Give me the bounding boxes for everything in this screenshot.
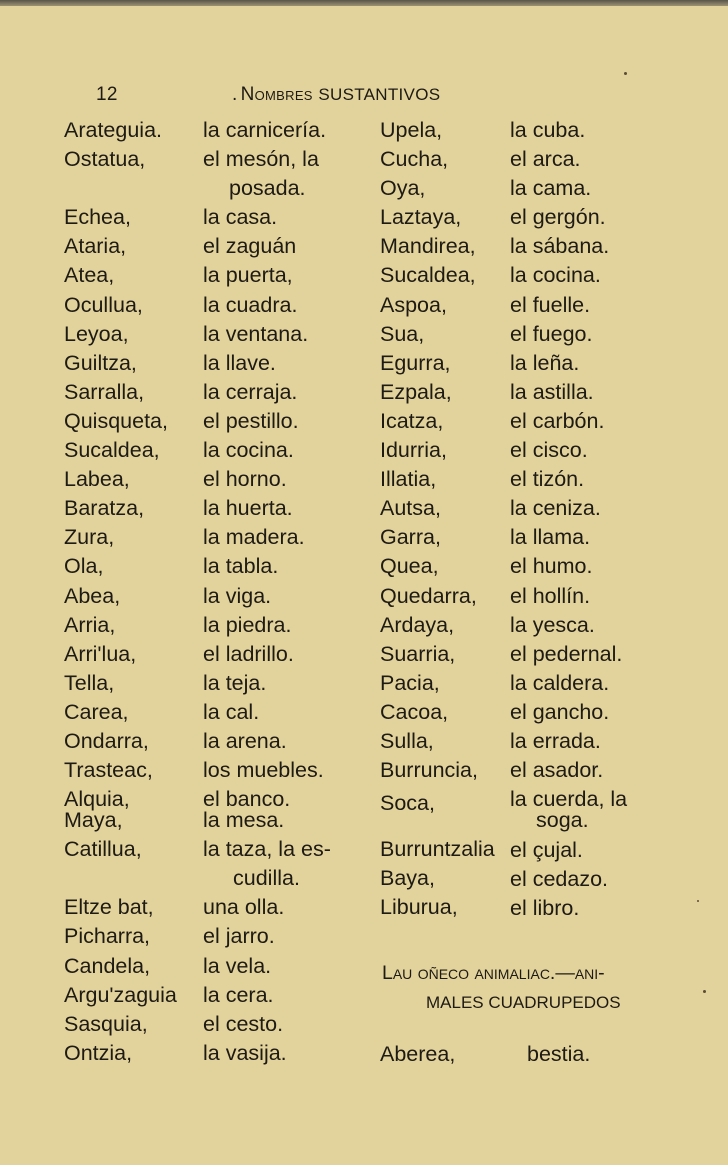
list-item-spacer: [380, 818, 495, 835]
list-item: Icatza,: [380, 408, 444, 433]
running-head-word2: SUSTANTIVOS: [318, 85, 441, 104]
list-item: el humo.: [510, 554, 593, 579]
left-spanish-column: [203, 116, 331, 1068]
list-item: Oya,: [380, 176, 426, 201]
list-item: la cuba.: [510, 118, 586, 142]
list-item-continuation: soga.: [536, 808, 589, 833]
list-item: Maya,: [64, 808, 123, 833]
list-item: Idurria,: [380, 438, 447, 463]
list-item: Alquia,: [64, 787, 130, 812]
list-item: el banco.: [203, 787, 291, 812]
list-item: el pedernal.: [510, 641, 623, 666]
list-item: Ostatua,: [64, 147, 146, 172]
list-item: la cuerda, la: [510, 787, 628, 812]
list-item: Zura,: [64, 525, 115, 550]
list-item: Guiltza,: [64, 350, 137, 375]
list-item: la caldera.: [510, 670, 610, 695]
section-first-spanish: bestia.: [527, 1042, 591, 1066]
list-item: la madera.: [203, 525, 305, 550]
section-heading: [382, 958, 682, 1018]
list-item-spacer: [64, 864, 177, 893]
page-header: [0, 84, 728, 114]
list-item: la mesa.: [203, 808, 285, 833]
list-item: Ardaya,: [380, 612, 455, 637]
list-item: Abea,: [64, 583, 121, 608]
right-spanish-column: [510, 116, 627, 923]
list-item: el cesto.: [203, 1011, 284, 1036]
list-item: Liburua,: [380, 895, 458, 920]
list-item: Baratza,: [64, 496, 145, 521]
list-item: Soca,: [380, 791, 435, 816]
list-item: Ezpala,: [380, 379, 452, 404]
list-item: la cocina.: [510, 263, 601, 288]
list-item: el cisco.: [510, 438, 588, 463]
list-item: Ondarra,: [64, 728, 149, 753]
section-heading-line2: MALES CUADRUPEDOS: [426, 993, 621, 1012]
list-item: la leña.: [510, 350, 580, 375]
list-item: Sua,: [380, 321, 425, 346]
list-item: Garra,: [380, 525, 441, 550]
list-item: la llave.: [203, 350, 276, 375]
list-item: Labea,: [64, 467, 130, 492]
running-head-word1: Nombres: [240, 84, 313, 105]
list-item: Ataria,: [64, 234, 127, 259]
list-item: Quea,: [380, 554, 439, 579]
list-item: el zaguán: [203, 234, 297, 259]
list-item: la viga.: [203, 583, 272, 608]
list-item: el pestillo.: [203, 408, 299, 433]
list-item: Atea,: [64, 263, 115, 288]
section-first-basque: Aberea,: [380, 1042, 456, 1066]
list-item: la puerta,: [203, 263, 293, 288]
list-item: la errada.: [510, 728, 601, 753]
list-item: la arena.: [203, 728, 287, 753]
list-item: el arca.: [510, 147, 581, 172]
list-item: el carbón.: [510, 408, 605, 433]
print-speck: [697, 900, 699, 902]
list-item: el cedazo.: [510, 867, 609, 892]
list-item: Sulla,: [380, 728, 434, 753]
list-item-continuation: posada.: [229, 176, 306, 201]
list-item: Eltze bat,: [64, 895, 154, 920]
list-item: la cuadra.: [203, 292, 298, 317]
section-heading-line1: Lau oñeco animaliac.—ani-: [382, 962, 605, 984]
list-item: la llama.: [510, 525, 591, 550]
running-head-prefix: .: [232, 84, 238, 105]
list-item: los muebles.: [203, 758, 324, 783]
list-item: Cucha,: [380, 147, 449, 172]
list-item: Sucaldea,: [380, 263, 476, 288]
list-item: el libro.: [510, 896, 580, 921]
list-item: Egurra,: [380, 350, 451, 375]
list-item: Catillua,: [64, 837, 142, 862]
list-item: el ladrillo.: [203, 641, 294, 666]
list-item: la vela.: [203, 953, 272, 978]
list-item: la cama.: [510, 176, 592, 201]
list-item: Illatia,: [380, 467, 437, 492]
list-item: la ventana.: [203, 321, 309, 346]
list-item-spacer: [64, 174, 177, 203]
list-item: la taza, la es-: [203, 837, 331, 862]
page-top-edge: [0, 0, 728, 6]
list-item: Arria,: [64, 612, 116, 637]
list-item: Burruncia,: [380, 758, 478, 783]
list-item: el gancho.: [510, 699, 610, 724]
list-item: el fuego.: [510, 321, 593, 346]
list-item: la ceniza.: [510, 496, 601, 521]
list-item: Carea,: [64, 699, 129, 724]
list-item: Ocullua,: [64, 292, 143, 317]
list-item: Laztaya,: [380, 205, 462, 230]
list-item: la teja.: [203, 670, 267, 695]
list-item: la carnicería.: [203, 118, 327, 142]
list-item: la cocina.: [203, 438, 294, 463]
list-item: Quedarra,: [380, 583, 477, 608]
list-item: el hollín.: [510, 583, 591, 608]
list-item: la cera.: [203, 982, 274, 1007]
list-item: Leyoa,: [64, 321, 129, 346]
list-item: el jarro.: [203, 924, 275, 949]
list-item: el çujal.: [510, 838, 583, 863]
list-item: la huerta.: [203, 496, 293, 521]
list-item: una olla.: [203, 895, 285, 920]
list-item: Sarralla,: [64, 379, 145, 404]
list-item: Picharra,: [64, 924, 151, 949]
list-item: la cerraja.: [203, 379, 298, 404]
list-item: Autsa,: [380, 496, 441, 521]
list-item: Argu'zaguia: [64, 982, 177, 1007]
running-head: [232, 84, 440, 106]
list-item: Cacoa,: [380, 699, 449, 724]
list-item: Ontzia,: [64, 1040, 133, 1065]
list-item: Arri'lua,: [64, 641, 137, 666]
list-item: el gergón.: [510, 205, 606, 230]
list-item: Aspoa,: [380, 292, 447, 317]
list-item: Quisqueta,: [64, 408, 168, 433]
list-item: Suarria,: [380, 641, 456, 666]
list-item-continuation: cudilla.: [233, 866, 300, 891]
list-item: el tizón.: [510, 467, 585, 492]
list-item: Upela,: [380, 118, 443, 142]
list-item: Arateguia.: [64, 118, 163, 142]
list-item: Pacia,: [380, 670, 440, 695]
list-item: Baya,: [380, 866, 435, 891]
page-number: 12: [96, 84, 118, 105]
list-item: la casa.: [203, 205, 278, 230]
list-item: Ola,: [64, 554, 104, 579]
list-item: la cal.: [203, 699, 260, 724]
list-item: el fuelle.: [510, 292, 591, 317]
list-item: Mandirea,: [380, 234, 476, 259]
list-item: la piedra.: [203, 612, 292, 637]
list-item: Burruntzalia: [380, 837, 495, 862]
list-item: el mesón, la: [203, 147, 319, 172]
list-item: la astilla.: [510, 379, 594, 404]
print-speck: [703, 990, 706, 993]
list-item: la yesca.: [510, 612, 595, 637]
list-item: Sucaldea,: [64, 438, 160, 463]
right-basque-column: [380, 116, 495, 923]
list-item: Sasquia,: [64, 1011, 148, 1036]
list-item: la sábana.: [510, 234, 610, 259]
print-speck: [624, 72, 627, 75]
left-basque-column: [64, 116, 177, 1068]
list-item: Candela,: [64, 953, 151, 978]
list-item: el asador.: [510, 758, 604, 783]
list-item: la vasija.: [203, 1040, 287, 1065]
list-item: Tella,: [64, 670, 115, 695]
list-item: la tabla.: [203, 554, 279, 579]
list-item: Trasteac,: [64, 758, 153, 783]
list-item: Echea,: [64, 205, 131, 230]
list-item: el horno.: [203, 467, 287, 492]
